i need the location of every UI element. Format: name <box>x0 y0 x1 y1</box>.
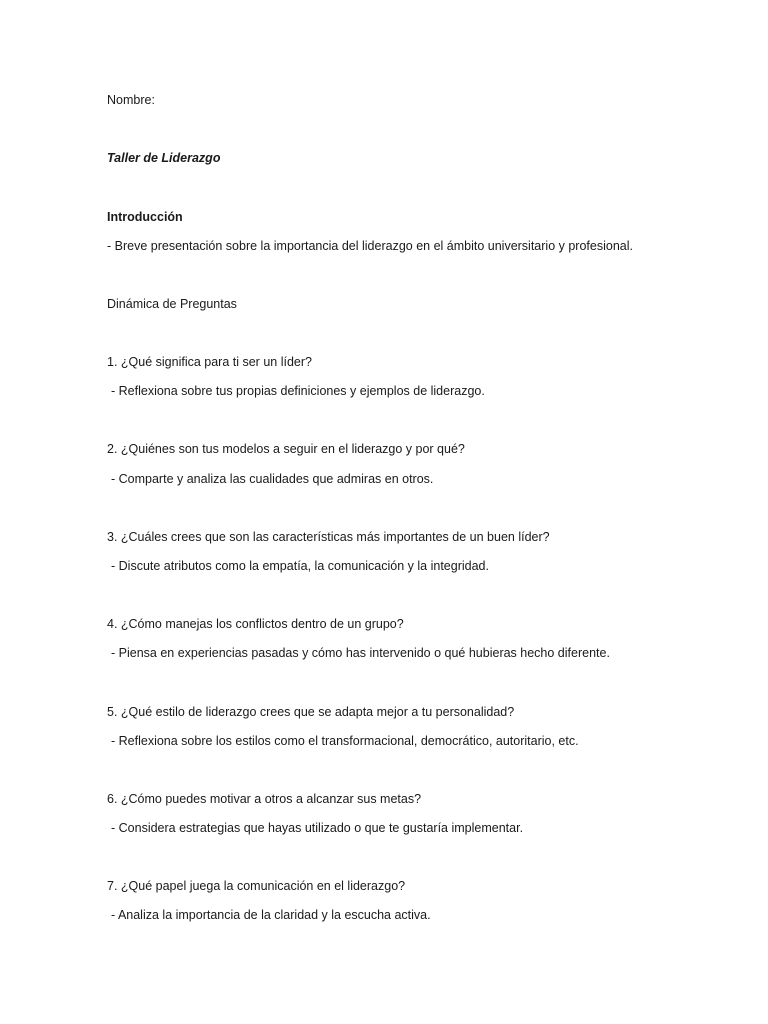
question-2: 2. ¿Quiénes son tus modelos a seguir en el liderazgo y por qué? <box>107 442 465 456</box>
question-6: 6. ¿Cómo puedes motivar a otros a alcanzar sus metas? <box>107 792 422 806</box>
name-label: Nombre: <box>107 93 155 107</box>
question-6-hint: - Considera estrategias que hayas utilizado o que te gustaría implementar. <box>111 821 524 835</box>
question-1: 1. ¿Qué significa para ti ser un líder? <box>107 355 312 369</box>
intro-text: - Breve presentación sobre la importancia del liderazgo en el ámbito universitario y profesional. <box>107 239 633 253</box>
intro-heading: Introducción <box>107 210 183 224</box>
question-7: 7. ¿Qué papel juega la comunicación en el liderazgo? <box>107 879 406 893</box>
section-heading: Dinámica de Preguntas <box>107 297 237 311</box>
document-title: Taller de Liderazgo <box>107 151 221 165</box>
question-2-hint: - Comparte y analiza las cualidades que admiras en otros. <box>111 472 434 486</box>
question-4: 4. ¿Cómo manejas los conflictos dentro de un grupo? <box>107 617 404 631</box>
question-4-hint: - Piensa en experiencias pasadas y cómo has intervenido o qué hubieras hecho diferente. <box>111 646 610 660</box>
question-1-hint: - Reflexiona sobre tus propias definiciones y ejemplos de liderazgo. <box>111 384 485 398</box>
question-5-hint: - Reflexiona sobre los estilos como el transformacional, democrático, autoritario, etc. <box>111 734 579 748</box>
question-3: 3. ¿Cuáles crees que son las características más importantes de un buen líder? <box>107 530 550 544</box>
question-7-hint: - Analiza la importancia de la claridad y la escucha activa. <box>111 908 431 922</box>
question-3-hint: - Discute atributos como la empatía, la comunicación y la integridad. <box>111 559 489 573</box>
question-5: 5. ¿Qué estilo de liderazgo crees que se adapta mejor a tu personalidad? <box>107 705 515 719</box>
